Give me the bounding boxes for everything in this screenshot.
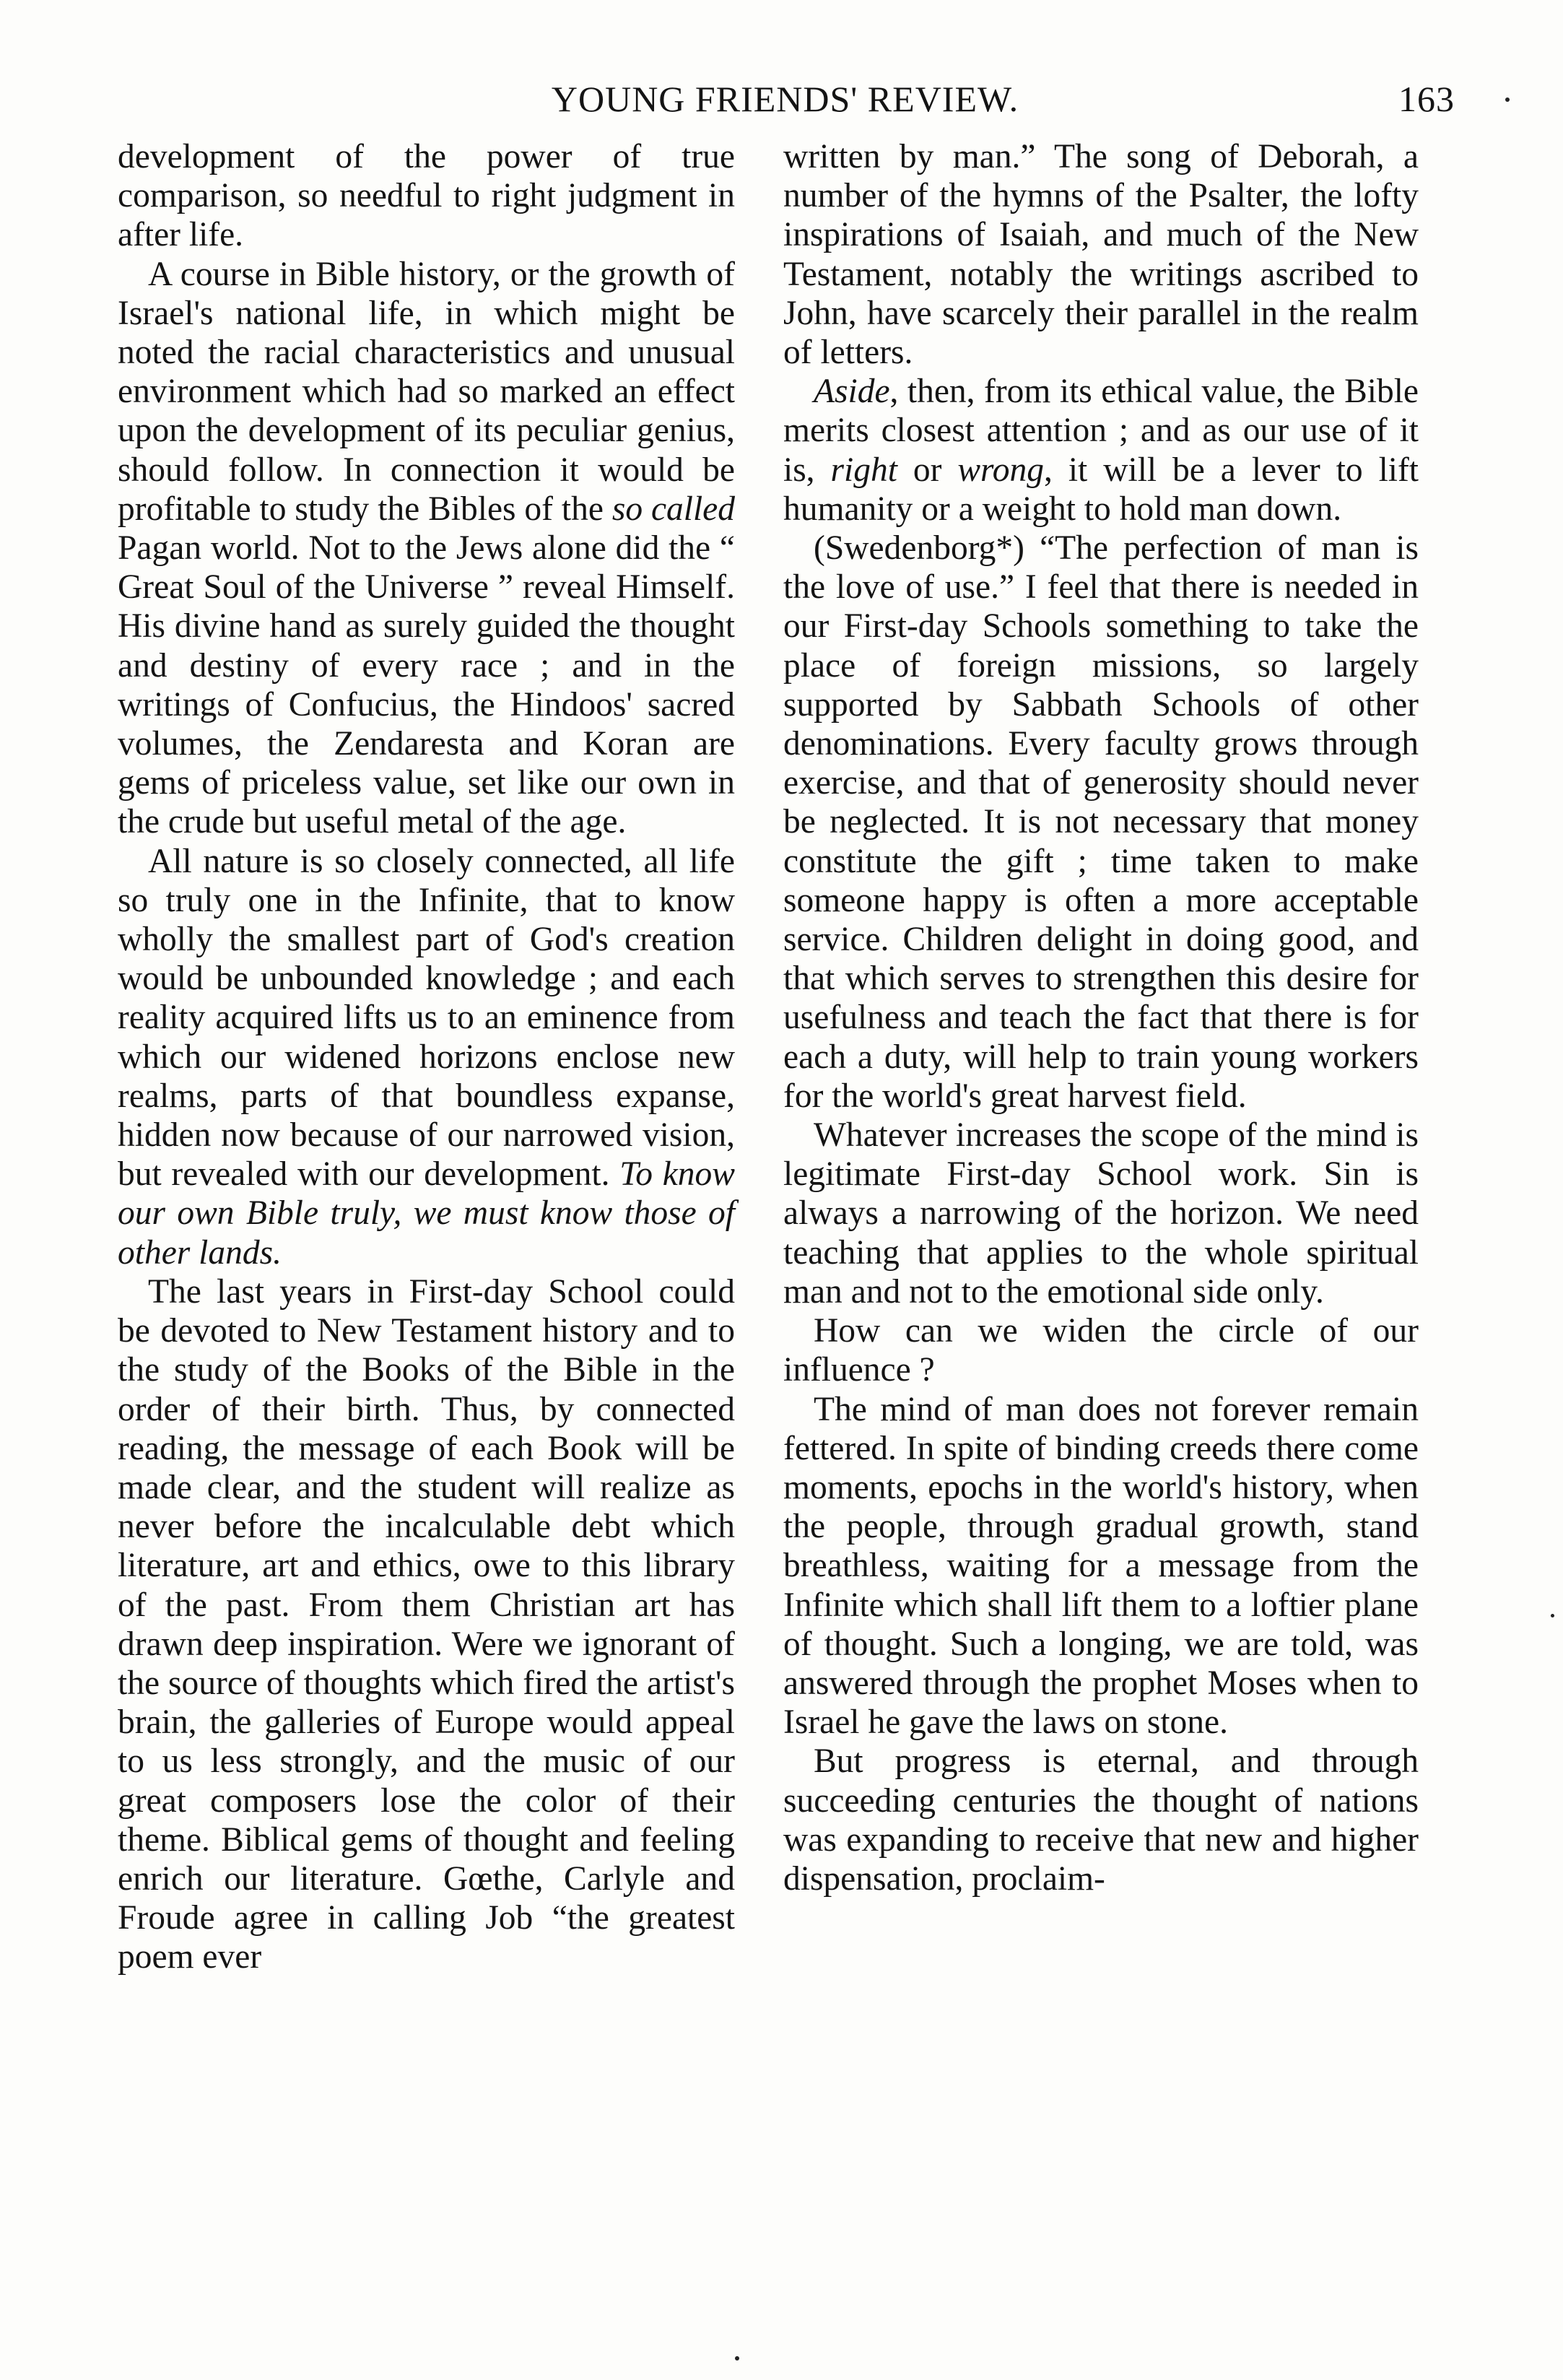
- paragraph: Whatever increases the scope of the mind is legitimate First-day School work. Sin is always a narrowing of the horizon. We need teaching that applies to the whole spiritual man and not to the emotional side only.: [783, 1116, 1419, 1311]
- right-column: [783, 137, 1419, 1898]
- page-number: 163: [1398, 79, 1455, 119]
- paragraph-text: , then, from its ethical value, the Bible merits closest attention ; and as our use of it is,: [783, 373, 1419, 489]
- italic-text: To know our own Bible truly, we must know those of other lands.: [118, 1155, 735, 1272]
- paragraph-text: All nature is so closely connected, all life so truly one in the Infinite, that to know wholly the smallest part of God's creation would be unbounded knowledge ; and each reality acquired lifts us to an eminence from which our widened horizons enclose new realms, parts of that boundless expanse, hidden now because of our narrowed vision, but revealed with our development.: [118, 842, 735, 1194]
- paragraph-text: , it will be a lever to lift humanity or a weight to hold man down.: [783, 451, 1419, 528]
- print-speck: [1551, 1614, 1554, 1617]
- paragraph: [783, 372, 1419, 529]
- paragraph: development of the power of true comparison, so needful to right judgment in after life.: [118, 138, 735, 254]
- paragraph: written by man.” The song of Deborah, a number of the hymns of the Psalter, the lofty inspirations of Isaiah, and much of the New Testament, notably the writings ascribed to John, have scarcely their parallel in the realm of letters.: [783, 138, 1419, 372]
- paragraph: The mind of man does not forever remain fettered. In spite of binding creeds there come moments, epochs in the world's history, when the people, through gradual growth, stand breathless, waiting for a message from the Infinite which shall lift them to a loftier plane of thought. Such a longing, we are told, was answered through the prophet Moses when to Israel he gave the laws on stone.: [783, 1390, 1419, 1742]
- paragraph-text: or: [897, 451, 958, 489]
- paragraph: [118, 842, 735, 1272]
- print-speck: [735, 2356, 739, 2361]
- paragraph: [118, 255, 735, 842]
- paragraph-text: A course in Bible history, or the growth of Israel's national life, in which might be noted the racial characteristics and unusual environment which had so marked an effect upon the development of its peculiar genius, should follow. In connection it would be profitable to study the Bibles of the: [118, 255, 735, 528]
- running-title: YOUNG FRIENDS' REVIEW.: [551, 79, 1019, 119]
- italic-text: wrong: [957, 451, 1045, 489]
- paragraph: But progress is eternal, and through succeeding centuries the thought of nations was expanding to receive that new and higher dispensation, proclaim-: [783, 1742, 1419, 1898]
- paragraph-text: Pagan world. Not to the Jews alone did the “ Great Soul of the Universe ” reveal Himself. His divine hand as surely guided the thought and destiny of every race ; and in the writings of Confucius, the Hindoos' sacred volumes, the Zendaresta and Koran are gems of priceless value, set like our own in the crude but useful metal of the age.: [118, 529, 735, 841]
- paragraph: The last years in First-day School could be devoted to New Testament history and to the study of the Books of the Bible in the order of their birth. Thus, by connected reading, the message of each Book will be made clear, and the student will realize as never before the incalculable debt which literature, art and ethics, owe to this library of the past. From them Christian art has drawn deep inspiration. Were we ignorant of the source of thoughts which fired the artist's brain, the galleries of Europe would appeal to us less strongly, and the music of our great composers lose the color of their theme. Biblical gems of thought and feeling enrich our literature. Gœthe, Carlyle and Froude agree in calling Job “the greatest poem ever: [118, 1272, 735, 1976]
- print-speck: [1505, 97, 1510, 102]
- left-column: [118, 137, 735, 1977]
- italic-text: Aside: [814, 373, 890, 411]
- paragraph: (Swedenborg*) “The perfection of man is the love of use.” I feel that there is needed in our First-day Schools something to take the place of foreign missions, so largely supported by Sabbath Schools of other denominations. Every faculty grows through exercise, and that of generosity should never be neglected. It is not necessary that money constitute the gift ; time taken to make someone happy is often a more acceptable service. Children delight in doing good, and that which serves to strengthen this desire for usefulness and teach the fact that there is for each a duty, will help to train young workers for the world's great harvest field.: [783, 529, 1419, 1115]
- italic-text: right: [830, 451, 897, 489]
- italic-text: so called: [611, 490, 736, 528]
- paragraph: How can we widen the circle of our influence ?: [783, 1312, 1419, 1389]
- running-head: [116, 78, 1455, 129]
